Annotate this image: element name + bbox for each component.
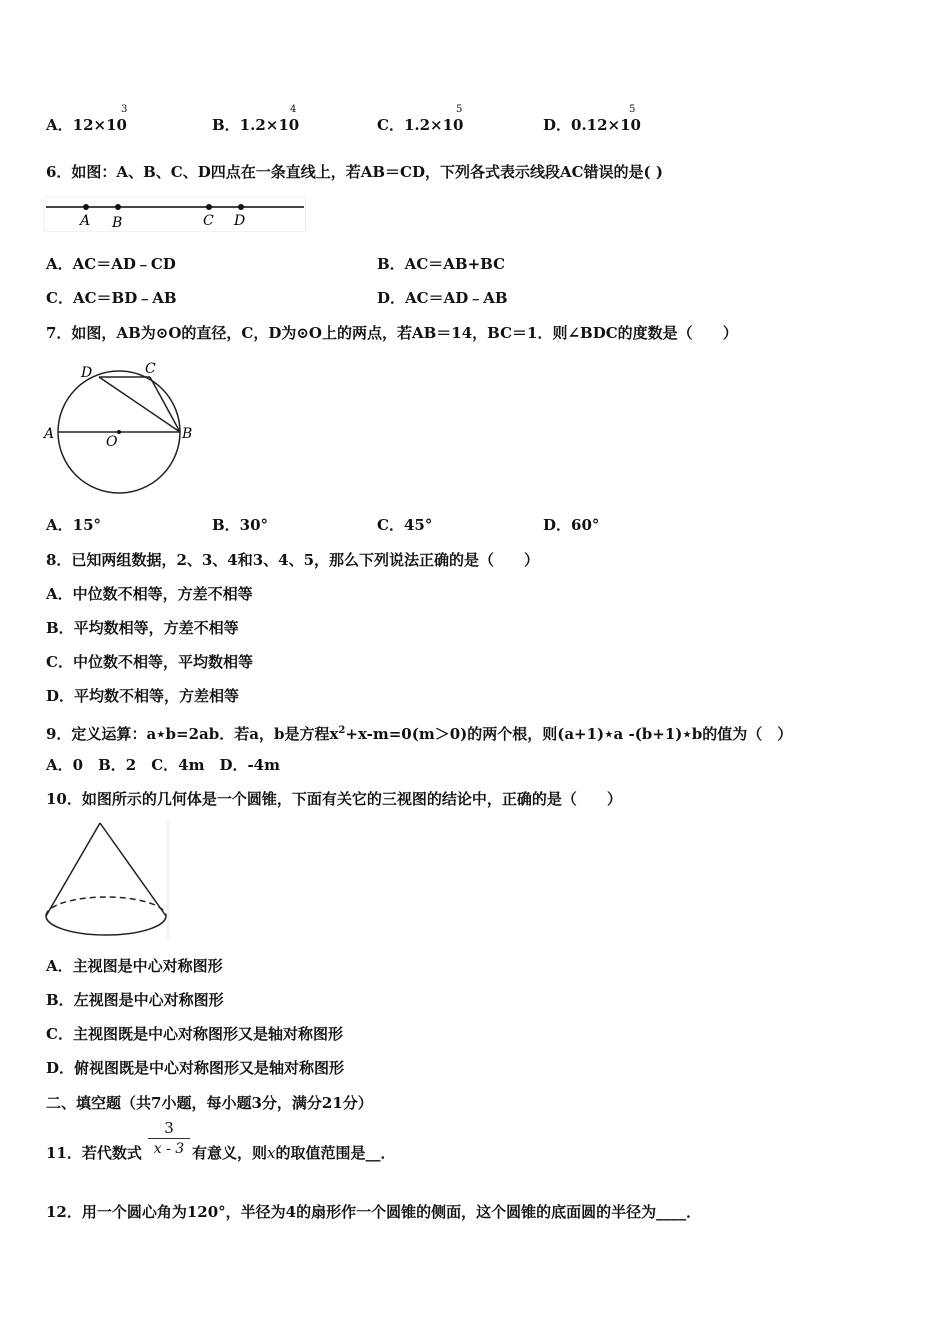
q6-option-c: C．AC＝BD﹣AB <box>46 289 177 307</box>
q7-option-b: B．30° <box>212 516 269 534</box>
q5-option-d-exponent: 5 <box>629 104 636 115</box>
q10-cone-figure <box>44 818 170 942</box>
q9-stem-part-a: 9．定义运算：a⋆b=2ab．若a，b是方程x <box>46 725 339 743</box>
q11-fraction <box>148 1118 190 1159</box>
q10-stem: 10．如图所示的几何体是一个圆锥，下面有关它的三视图的结论中，正确的是（ ） <box>46 790 622 808</box>
q5-option-a-exponent: 3 <box>121 104 128 115</box>
q6-option-d: D．AC＝AD﹣AB <box>377 289 508 307</box>
q10-option-c: C．主视图既是中心对称图形又是轴对称图形 <box>46 1025 343 1043</box>
q7-option-c: C．45° <box>377 516 433 534</box>
q10-option-b: B．左视图是中心对称图形 <box>46 991 224 1009</box>
section-2-title: 二、填空题（共7小题，每小题3分，满分21分） <box>46 1094 373 1112</box>
q8-option-a: A．中位数不相等，方差不相等 <box>46 585 253 603</box>
q5-option-a: A．12×10 <box>46 116 127 134</box>
q7-option-d: D．60° <box>543 516 600 534</box>
q11-denominator: x - 3 <box>153 1141 185 1157</box>
q9-stem-part-b: +x-m=0(m＞0)的两个根，则(a+1)⋆a -(b+1)⋆b的值为（ ） <box>345 725 793 743</box>
q7-point-d-label: D <box>81 365 93 381</box>
q6-point-d-label: D <box>234 213 246 229</box>
q5-option-b: B．1.2×10 <box>212 116 300 134</box>
q5-option-b-exponent: 4 <box>290 104 297 115</box>
q7-point-o-label: O <box>106 434 118 450</box>
q11-suffix: 有意义，则x的取值范围是__． <box>192 1144 396 1162</box>
q7-option-a: A．15° <box>46 516 102 534</box>
q6-line-figure <box>44 196 306 232</box>
q6-point-a-label: A <box>80 213 91 229</box>
q8-option-d: D．平均数不相等，方差相等 <box>46 687 240 705</box>
q11-numerator: 3 <box>148 1118 190 1139</box>
q10-option-d: D．俯视图既是中心对称图形又是轴对称图形 <box>46 1059 345 1077</box>
q11-variable: x <box>267 1144 276 1162</box>
q7-point-a-label: A <box>44 426 55 442</box>
q9-stem-superscript: 2 <box>338 725 346 736</box>
q6-option-a: A．AC＝AD﹣CD <box>46 255 176 273</box>
q7-point-b-label: B <box>182 426 193 442</box>
q5-option-c: C．1.2×10 <box>377 116 464 134</box>
q5-option-d: D．0.12×10 <box>543 116 641 134</box>
q6-option-b: B．AC＝AB+BC <box>377 255 506 273</box>
q6-stem: 6．如图：A、B、C、D四点在一条直线上，若AB＝CD，下列各式表示线段AC错误的是( ) <box>46 163 663 181</box>
q10-option-a: A．主视图是中心对称图形 <box>46 957 223 975</box>
q6-point-b-label: B <box>112 215 123 231</box>
q7-circle-figure <box>42 356 202 496</box>
q5-option-c-exponent: 5 <box>456 104 463 115</box>
q8-option-c: C．中位数不相等，平均数相等 <box>46 653 253 671</box>
q7-stem: 7．如图，AB为⊙O的直径，C，D为⊙O上的两点，若AB＝14，BC＝1．则∠BDC的度数是（ ） <box>46 324 738 342</box>
q11-prefix: 11．若代数式 <box>46 1144 142 1162</box>
q8-stem: 8．已知两组数据，2、3、4和3、4、5，那么下列说法正确的是（ ） <box>46 551 540 569</box>
q12-stem: 12．用一个圆心角为120°，半径为4的扇形作一个圆锥的侧面，这个圆锥的底面圆的半径为____． <box>46 1203 702 1221</box>
q6-point-c-label: C <box>203 213 214 229</box>
q9-stem <box>46 721 792 744</box>
q7-point-c-label: C <box>145 361 156 377</box>
q9-options: A．0 B．2 C．4m D．-4m <box>46 756 280 774</box>
q8-option-b: B．平均数相等，方差不相等 <box>46 619 239 637</box>
